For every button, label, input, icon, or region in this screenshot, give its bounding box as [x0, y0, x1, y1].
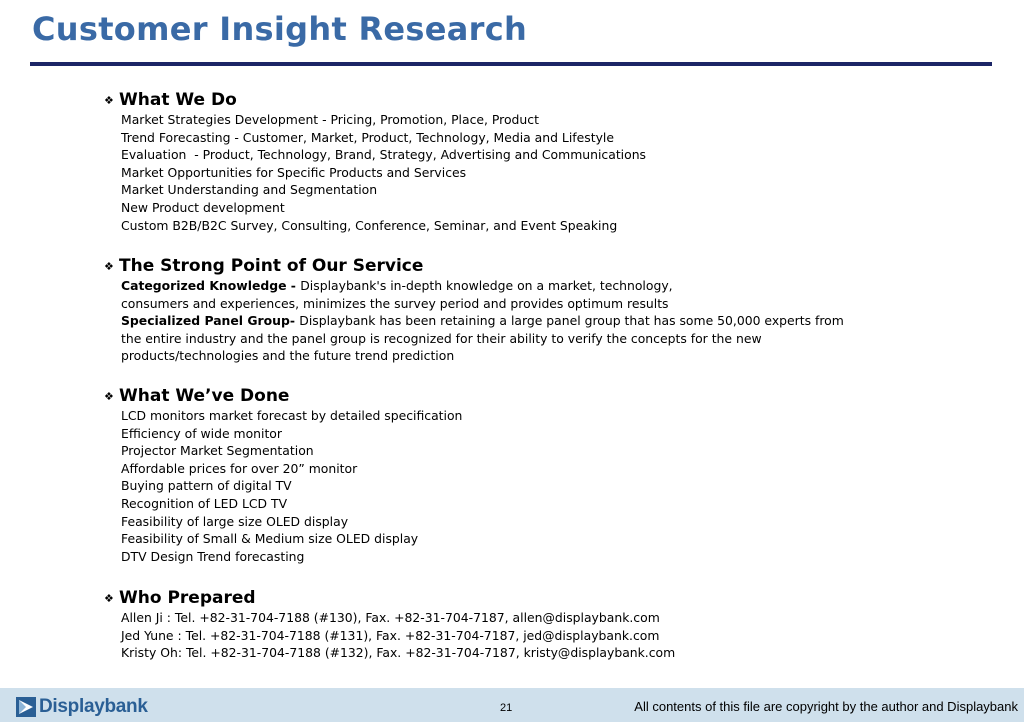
section-title: What We Do [119, 90, 237, 110]
section-lines [121, 407, 462, 565]
list-item: Market Opportunities for Specific Products and Services [121, 164, 467, 180]
list-item: Evaluation - Product, Technology, Brand, Strategy, Advertising and Communications [121, 147, 647, 163]
list-item: Buying pattern of digital TV [121, 478, 292, 494]
list-item: LCD monitors market forecast by detailed specification [121, 408, 463, 423]
diamond-bullet-icon: ❖ [104, 94, 114, 107]
section-who-prepared [104, 587, 675, 662]
diamond-bullet-icon: ❖ [104, 260, 114, 273]
logo-text: Displaybank [39, 696, 148, 717]
contact-line: Kristy Oh: Tel. +82-31-704-7188 (#132), Fax. +82-31-704-7187, kristy@displaybank.com [121, 645, 676, 661]
item-text: Displaybank's in-depth knowledge on a market, technology, [300, 278, 673, 293]
list-item: the entire industry and the panel group is recognized for their ability to verify the concepts for the new [121, 330, 762, 346]
section-lines [121, 277, 844, 365]
section-strong-point [104, 255, 844, 365]
contact-line: Jed Yune : Tel. +82-31-704-7188 (#131), Fax. +82-31-704-7187, jed@displaybank.com [121, 627, 660, 643]
list-item: Feasibility of large size OLED display [121, 513, 349, 529]
section-heading [104, 587, 675, 609]
list-item: Trend Forecasting - Customer, Market, Product, Technology, Media and Lifestyle [121, 129, 614, 145]
section-lines [121, 111, 646, 234]
section-lines [121, 609, 675, 662]
list-item: New Product development [121, 199, 285, 215]
list-item: Efficiency of wide monitor [121, 425, 282, 441]
list-item: consumers and experiences, minimizes the survey period and provides optimum results [121, 295, 669, 311]
section-heading [104, 255, 844, 277]
displaybank-logo-icon [16, 697, 36, 717]
keyword-label: Specialized Panel Group- [121, 313, 300, 329]
section-heading [104, 385, 462, 407]
diamond-bullet-icon: ❖ [104, 390, 114, 403]
section-title: What We’ve Done [119, 386, 290, 406]
section-what-we-do [104, 89, 646, 234]
contact-line: Allen Ji : Tel. +82-31-704-7188 (#130), Fax. +82-31-704-7187, allen@displaybank.com [121, 610, 660, 625]
section-what-weve-done [104, 385, 462, 565]
section-title: The Strong Point of Our Service [119, 256, 424, 276]
page-title: Customer Insight Research [32, 10, 528, 48]
list-item: Recognition of LED LCD TV [121, 495, 288, 511]
list-item: Market Strategies Development - Pricing, Promotion, Place, Product [121, 112, 539, 127]
diamond-bullet-icon: ❖ [104, 592, 114, 605]
copyright-notice: All contents of this file are copyright by the author and Displaybank [634, 699, 1018, 714]
list-item: Feasibility of Small & Medium size OLED display [121, 531, 419, 547]
title-divider [30, 62, 992, 66]
list-item: Custom B2B/B2C Survey, Consulting, Conference, Seminar, and Event Speaking [121, 217, 618, 233]
list-item [121, 312, 844, 330]
keyword-label: Categorized Knowledge - [121, 278, 301, 293]
list-item: Projector Market Segmentation [121, 443, 314, 459]
page-number: 21 [500, 702, 513, 714]
list-item: Affordable prices for over 20” monitor [121, 460, 358, 476]
item-text: Displaybank has been retaining a large panel group that has some 50,000 experts from [299, 313, 844, 329]
list-item: products/technologies and the future trend prediction [121, 348, 455, 364]
list-item [121, 277, 844, 295]
list-item: Market Understanding and Segmentation [121, 182, 378, 198]
displaybank-logo [16, 696, 148, 718]
list-item: DTV Design Trend forecasting [121, 548, 305, 564]
section-heading [104, 89, 646, 111]
section-title: Who Prepared [119, 588, 256, 608]
footer-bar [0, 688, 1024, 722]
